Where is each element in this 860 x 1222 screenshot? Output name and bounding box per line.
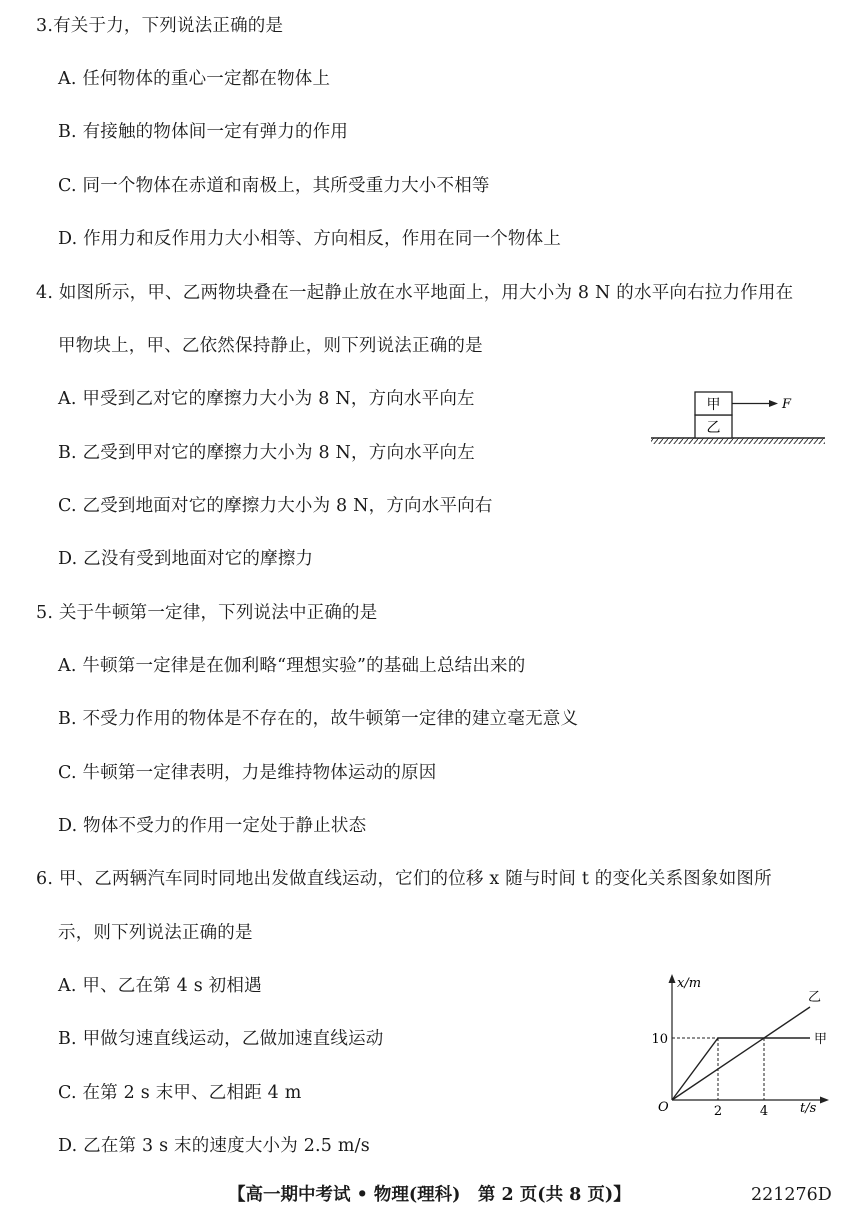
q6-option-d: D. 乙在第 3 s 末的速度大小为 2.5 m/s bbox=[58, 1136, 370, 1156]
q4-option-b: B. 乙受到甲对它的摩擦力大小为 8 N，方向水平向左 bbox=[58, 443, 475, 463]
q3-option-b: B. 有接触的物体间一定有弹力的作用 bbox=[58, 122, 349, 142]
q5-option-d: D. 物体不受力的作用一定处于静止状态 bbox=[58, 816, 367, 836]
q4-stem-line1: 4. 如图所示，甲、乙两物块叠在一起静止放在水平地面上，用大小为 8 N 的水平向右拉力作用在 bbox=[36, 283, 794, 303]
q6-stem-line1: 6. 甲、乙两辆汽车同时同地出发做直线运动，它们的位移 x 随与时间 t 的变化关系图象如图所 bbox=[36, 869, 772, 889]
x-tick-label: 4 bbox=[759, 1104, 769, 1119]
block-yi-label: 乙 bbox=[706, 420, 721, 436]
x-axis-arrow bbox=[820, 1097, 829, 1104]
ground-hatching bbox=[651, 438, 825, 444]
q3-option-a: A. 任何物体的重心一定都在物体上 bbox=[58, 69, 331, 89]
series-line-jia bbox=[672, 1038, 810, 1100]
series-label-yi: 乙 bbox=[808, 990, 822, 1005]
q3-stem: 3.有关于力，下列说法正确的是 bbox=[36, 16, 284, 36]
q3-option-d: D. 作用力和反作用力大小相等、方向相反，作用在同一个物体上 bbox=[58, 229, 562, 249]
q4-stem-line2: 甲物块上，甲、乙依然保持静止，则下列说法正确的是 bbox=[58, 336, 483, 356]
q6-option-a: A. 甲、乙在第 4 s 初相遇 bbox=[58, 976, 262, 996]
force-label: F bbox=[782, 397, 792, 412]
q6-xt-graph bbox=[648, 966, 833, 1121]
x-axis-label: t/s bbox=[800, 1101, 817, 1116]
q5-stem: 5. 关于牛顿第一定律，下列说法中正确的是 bbox=[36, 603, 378, 623]
q4-option-c: C. 乙受到地面对它的摩擦力大小为 8 N，方向水平向右 bbox=[58, 496, 493, 516]
q6-option-b: B. 甲做匀速直线运动，乙做加速直线运动 bbox=[58, 1029, 384, 1049]
q6-stem-line2: 示，则下列说法正确的是 bbox=[58, 923, 253, 943]
q4-blocks-figure bbox=[648, 385, 828, 449]
y-axis-label: x/m bbox=[677, 976, 702, 991]
series-label-jia: 甲 bbox=[814, 1032, 828, 1047]
y-tick-label: 10 bbox=[651, 1032, 668, 1047]
q5-option-b: B. 不受力作用的物体是不存在的，故牛顿第一定律的建立毫无意义 bbox=[58, 709, 579, 729]
q5-option-c: C. 牛顿第一定律表明，力是维持物体运动的原因 bbox=[58, 763, 437, 783]
footer-title: 【高一期中考试 • 物理(理科) 第 2 页(共 8 页)】 bbox=[228, 1185, 631, 1205]
q3-option-c: C. 同一个物体在赤道和南极上，其所受重力大小不相等 bbox=[58, 176, 490, 196]
q4-option-a: A. 甲受到乙对它的摩擦力大小为 8 N，方向水平向左 bbox=[58, 389, 475, 409]
x-tick-label: 2 bbox=[713, 1104, 723, 1119]
q5-option-a: A. 牛顿第一定律是在伽利略“理想实验”的基础上总结出来的 bbox=[58, 656, 526, 676]
block-jia-label: 甲 bbox=[706, 397, 721, 413]
series-line-yi bbox=[672, 1007, 810, 1100]
q4-option-d: D. 乙没有受到地面对它的摩擦力 bbox=[58, 549, 314, 569]
q6-option-c: C. 在第 2 s 末甲、乙相距 4 m bbox=[58, 1083, 302, 1103]
y-axis-arrow bbox=[669, 974, 676, 983]
footer-code: 221276D bbox=[751, 1185, 832, 1205]
origin-label: O bbox=[658, 1100, 669, 1115]
force-arrow-head bbox=[769, 400, 778, 407]
